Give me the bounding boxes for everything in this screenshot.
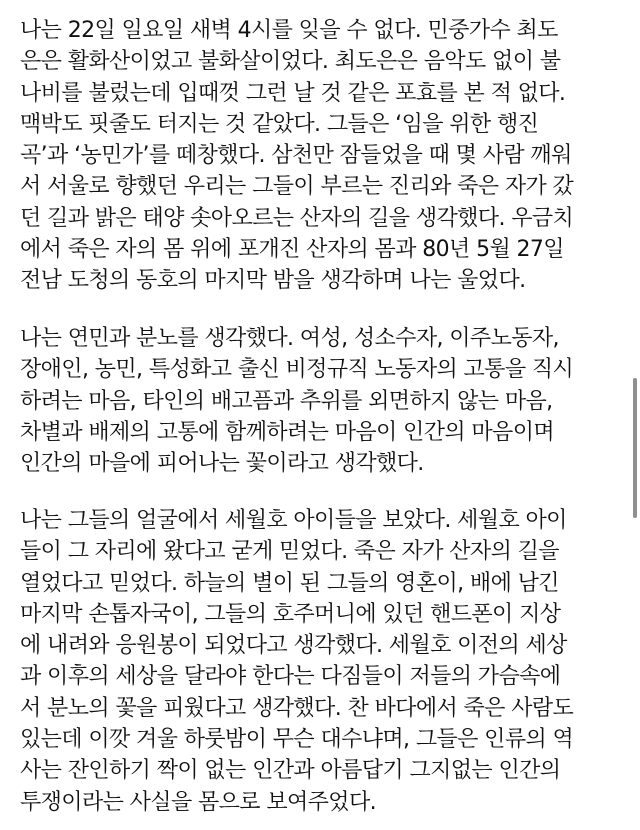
text-line: 서 분노의 꽃을 피웠다고 생각했다. 찬 바다에서 죽은 사람도 [20,695,574,721]
text-line: 맥박도 핏줄도 터지는 것 같았다. 그들은 ‘임을 위한 행진 [20,111,539,137]
text-line: 은은 활화산이었고 불화살이었다. 최도은은 음악도 없이 불 [20,49,561,75]
text-line: 나는 그들의 얼굴에서 세월호 아이들을 보았다. 세월호 아이 [20,508,567,533]
scrollbar-thumb[interactable] [633,378,637,518]
text-line: 장애인, 농민, 특성화고 출신 비정규직 노동자의 고통을 직시 [20,357,574,383]
text-line: 에 내려와 응원봉이 되었다고 생각했다. 세월호 이전의 세상 [20,633,567,659]
text-line: 하려는 마음, 타인의 배고픔과 추위를 외면하지 않는 마음, [20,388,553,414]
paragraph-1 [20,15,573,297]
text-line: 나는 22일 일요일 새벽 4시를 잊을 수 없다. 민중가수 최도 [20,18,558,43]
text-line: 전남 도청의 동호의 마지막 밤을 생각하며 나는 울었다. [20,268,526,294]
text-line: 투쟁이라는 사실을 몸으로 보여주었다. [20,789,377,815]
text-line: 있는데 이깟 겨울 하룻밤이 무슨 대수냐며, 그들은 인류의 역 [20,727,574,753]
text-line: 열었다고 믿었다. 하늘의 별이 된 그들의 영혼이, 배에 남긴 [20,570,559,596]
text-line: 인간의 마을에 피어나는 꽃이라고 생각했다. [20,451,424,477]
text-line: 차별과 배제의 고통에 함께하려는 마음이 인간의 마음이며 [20,419,555,445]
paragraph-3 [20,505,573,818]
text-line: 나는 연민과 분노를 생각했다. 여성, 성소수자, 이주노동자, [20,326,559,351]
text-line: 던 길과 밝은 태양 솟아오르는 산자의 길을 생각했다. 우금치 [20,205,574,231]
text-line: 곡’과 ‘농민가’를 떼창했다. 삼천만 잠들었을 때 몇 사람 깨워 [20,143,572,169]
text-line: 나비를 불렀는데 입때껏 그런 날 것 같은 포효를 본 적 없다. [20,80,566,106]
text-line: 마지막 손톱자국이, 그들의 호주머니에 있던 핸드폰이 지상 [20,601,561,627]
text-line: 에서 죽은 자의 몸 위에 포개진 산자의 몸과 80년 5월 27일 [20,237,564,263]
text-line: 과 이후의 세상을 달라야 한다는 다짐들이 저들의 가슴속에 [20,664,561,690]
text-line: 서 서울로 향했던 우리는 그들이 부르는 진리와 죽은 자가 갔 [20,174,574,200]
paragraph-2 [20,323,573,479]
text-line: 사는 잔인하기 짝이 없는 인간과 아름답기 그지없는 인간의 [20,758,561,784]
text-line: 들이 그 자리에 왔다고 굳게 믿었다. 죽은 자가 산자의 길을 [20,539,559,565]
